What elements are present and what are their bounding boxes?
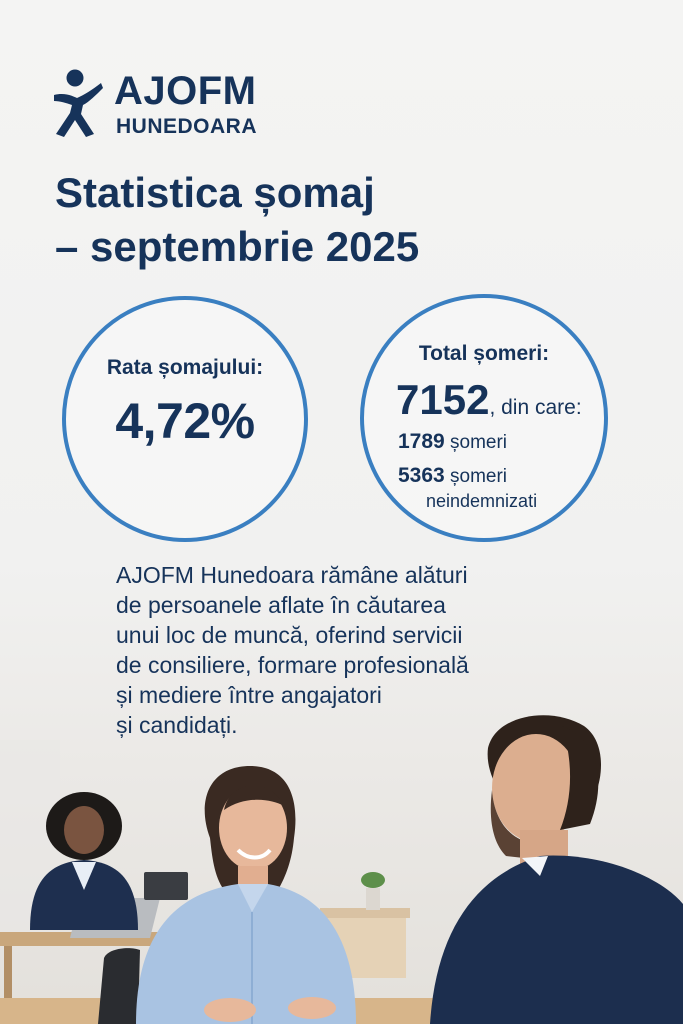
description-line: și candidați.	[116, 712, 238, 738]
non-indemnified-label-2: neindemnizati	[426, 491, 538, 511]
logo-subtitle: HUNEDOARA	[116, 115, 257, 138]
description-line: AJOFM Hunedoara rămâne alături	[116, 562, 468, 588]
page-title-line-2: – septembrie 2025	[55, 223, 420, 270]
non-indemnified-count: 5363	[398, 464, 445, 487]
description-line: unui loc de muncă, oferind servicii	[116, 622, 463, 648]
unemployment-rate-value: 4,72%	[115, 393, 255, 449]
counseling-scene-illustration	[0, 680, 683, 1024]
total-unemployed-value: 7152	[396, 376, 490, 423]
total-unemployed-label: Total șomeri:	[418, 342, 550, 365]
description-line: de consiliere, formare profesională	[116, 652, 469, 678]
total-unemployed-row	[396, 376, 582, 424]
unemployment-rate-label: Rata șomajului:	[106, 356, 264, 379]
person-figure-icon	[52, 68, 104, 138]
total-unemployed-suffix: , din care:	[489, 396, 582, 419]
logo-title: AJOFM	[114, 69, 257, 113]
description-line: și mediere între angajatori	[116, 682, 382, 708]
non-indemnified-row	[398, 464, 507, 488]
indemnified-count: 1789	[398, 430, 445, 453]
logo	[52, 68, 292, 140]
total-unemployed-circle	[360, 294, 608, 542]
non-indemnified-label: șomeri	[444, 466, 508, 487]
indemnified-row	[398, 430, 507, 454]
description-line: de persoanele aflate în căutarea	[116, 592, 446, 618]
unemployment-rate-circle	[62, 296, 308, 542]
page-title	[55, 166, 655, 274]
indemnified-label: șomeri	[444, 432, 508, 453]
page-title-line-1: Statistica șomaj	[55, 169, 375, 216]
